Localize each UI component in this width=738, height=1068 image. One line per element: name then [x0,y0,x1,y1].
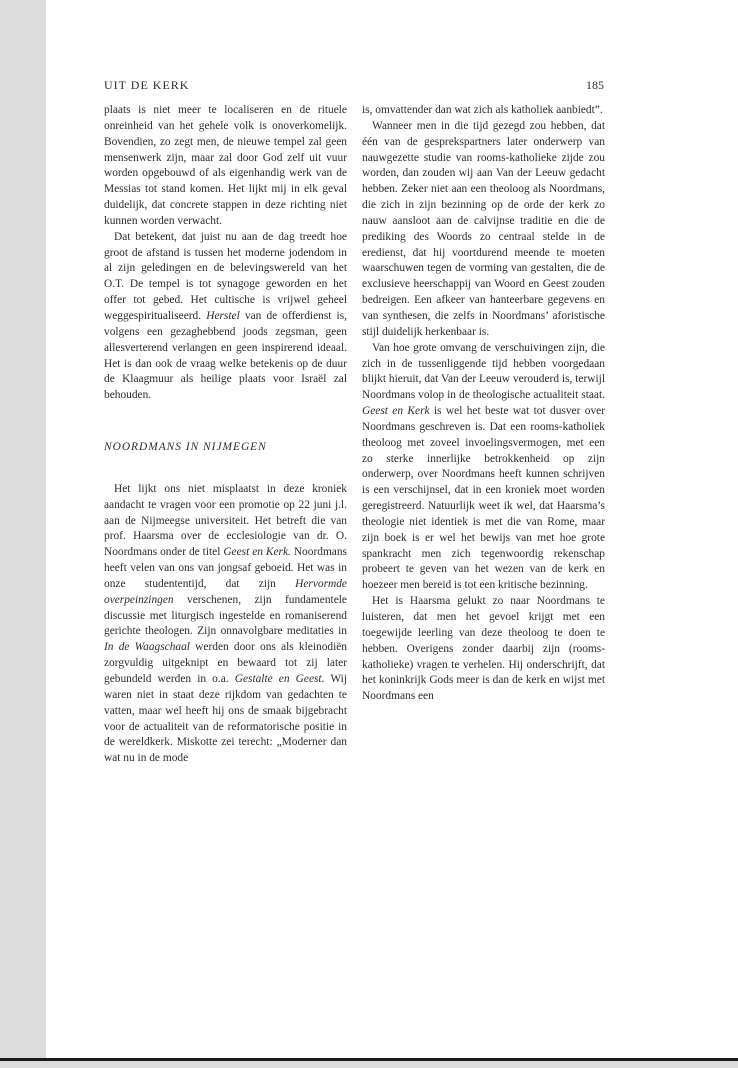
text-run: verschenen, zijn fundamentele discussie met liturgisch ingestelde en romaniserend gerichte theologen. Zijn onnavolgbare meditaties in [104,593,347,638]
book-title: Geest en Kerk [362,405,430,418]
paragraph [104,230,347,404]
paragraph [362,341,605,595]
text-run: Van hoe grote omvang de verschuivingen zijn, die zich in de tussenliggende tijd hebben voorgedaan blijkt hieruit, dat Van der Leeuw verouderd is, terwijl Noordmans volop in de theologische actualiteit staat. [362,341,605,402]
right-column [362,103,605,705]
paragraph: Het is Haarsma gelukt zo naar Noordmans te luisteren, dat men het gevoel krijgt met een toegewijde leerling van deze theoloog te doen te hebben. Overigens zonder daarbij zijn (rooms-katholieke) vragen te verhelen. Hij onderschrijft, dat het koninkrijk Gods meer is dan de kerk en wijst met Noordmans een [362,595,605,703]
paragraph: plaats is niet meer te localiseren en de rituele onreinheid van het gehele volk is onoverkomelijk. Bovendien, zo zegt men, de nieuwe tempel zal geen mensenwerk zijn, maar zal door God zelf uit vuur worden opgebouwd of als eigenhandig werk van de Messias tot stand komen. Het lijkt mij in elk geval duidelijk, dat concrete stappen in deze richting niet kunnen worden verwacht. [104,104,347,227]
book-title: In de Waagschaal [104,641,190,654]
text-run: Wij waren niet in staat deze rijkdom van gedachten te vatten, maar wel heeft hij ons de smaak bijgebracht voor de actualiteit van de reformatorische positie in de wereldkerk. Miskotte zei terecht: „Moderner dan wat nu in de mode [104,673,347,765]
book-title: Geest en Kerk. [223,546,291,559]
emphasis: Herstel [206,309,240,322]
page-number: 185 [586,78,604,92]
paragraph [104,482,347,767]
paragraph: is, omvattender dan wat zich als katholiek aanbiedt”. [362,104,603,116]
section-heading: NOORDMANS IN NIJMEGEN [104,441,267,454]
running-title: UIT DE KERK [104,78,190,92]
book-title: Hervormde overpeinzingen [104,577,347,606]
text-run: van de offerdienst is, volgens een gezaghebbend joods zegsman, geen allesverterend verlangen en geen inspirerend ideaal. Het is dan ook de vraag welke betekenis op de duur de Klaagmuur als heilige plaats voor Israël zal behouden. [104,309,347,402]
bottom-rule [0,1058,738,1061]
text-run: Noordmans heeft velen van ons van jongsaf geboeid. Het was in onze studententijd, dat zijn [104,546,347,590]
text-run: werden door ons als kleinodiën zorgvuldig uitgeknipt en bewaard tot zij later gebundeld werden in o.a. [104,641,348,685]
text-run: Het lijkt ons niet misplaatst in deze kroniek aandacht te vragen voor een promotie op 22 juni j.l. aan de Nijmeegse universiteit. Het betreft die van prof. Haarsma over de ecclesiologie van dr. O. Noordmans onder de titel [104,482,347,559]
text-run: is wel het beste wat tot dusver over Noordmans geschreven is. Dat een rooms-katholiek theoloog met zoveel invoelingsvermogen, met een zo sterke innerlijke betrokkenheid op zijn onderwerp, over Noordmans heeft kunnen schrijven is een verschijnsel, dat in een kroniek moet worden geregistreerd. Natuurlijk weet ik wel, dat Haarsma’s theologie niet identiek is met die van Rome, maar zijn boek is er wel het bewijs van met hoe grote spankracht men zich tegenwoordig rekenschap probeert te geven van het wezen van de kerk en hoezeer men bereid is tot een kritische bezinning. [362,405,605,592]
paragraph: Wanneer men in die tijd gezegd zou hebben, dat één van de gesprekspartners later onderwerp van nauwgezette studie van rooms-katholieke zijde zou worden, dan zouden wij aan Van der Leeuw gedacht hebben. Zeker niet aan een theoloog als Noordmans, die zich in zijn bezinning op de orde der kerk zo nauw aansloot aan de calvijnse traditie en die de prediking des Woords zo centraal stelde in de eredienst, dat hij voortdurend meende te moeten waarschuwen tegen de vorming van gestalten, die de exclusieve heerschappij van Woord en Geest zouden bedreigen. Een afkeer van hanteerbare gegevens en van synthesen, die zelfs in Noordmans’ aforistische stijl duidelijk herkenbaar is. [362,119,605,338]
text-run: Dat betekent, dat juist nu aan de dag treedt hoe groot de afstand is tussen het moderne jodendom in al zijn geledingen en de belevingswereld van het O.T. De tempel is tot synagoge geworden en het offer tot gebed. Het cultische is vrijwel geheel weggespiritualiseerd. [104,230,347,322]
book-title: Gestalte en Geest. [234,673,325,685]
left-column [104,103,347,767]
